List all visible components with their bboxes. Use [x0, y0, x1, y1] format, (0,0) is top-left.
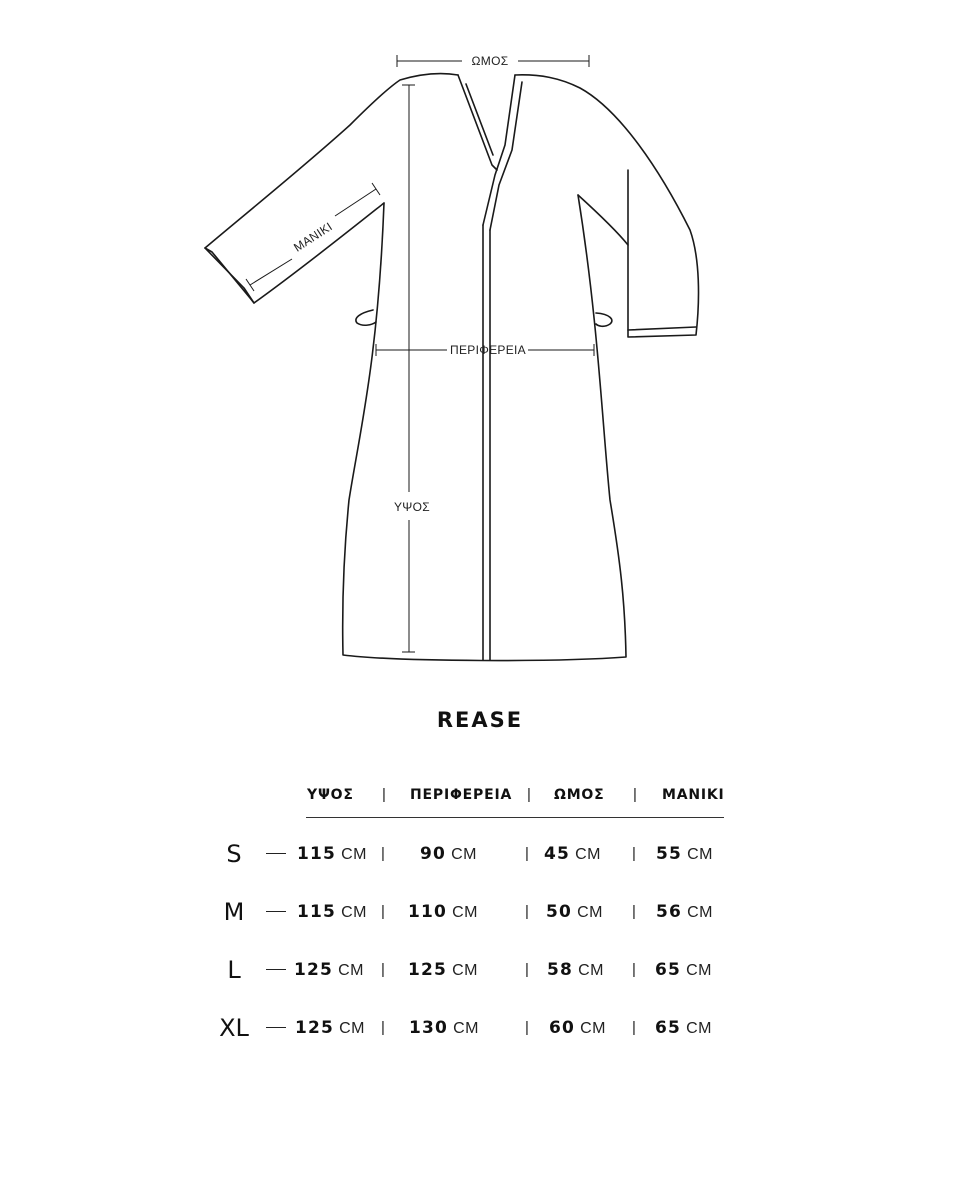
shoulder-value: 58 [547, 960, 574, 980]
unit-label: CM [687, 846, 713, 863]
sleeve-cell [656, 900, 713, 925]
row-separator: | [632, 903, 636, 920]
shoulder-cell [549, 1016, 606, 1041]
robe-collar-left-inner [466, 84, 493, 155]
table-row [0, 897, 960, 933]
unit-label: CM [341, 904, 367, 921]
header-divider [306, 817, 724, 818]
unit-label: CM [686, 962, 712, 979]
height-value: 125 [294, 960, 334, 980]
circumference-value: 90 [420, 844, 447, 864]
unit-label: CM [687, 904, 713, 921]
row-dash [266, 969, 286, 970]
row-separator: | [632, 845, 636, 862]
unit-label: CM [452, 962, 478, 979]
sleeve-cell [655, 958, 712, 983]
row-separator: | [632, 961, 636, 978]
robe-collar-right-inner [490, 82, 522, 230]
unit-label: CM [580, 1020, 606, 1037]
height-cell [297, 900, 367, 925]
row-dash [266, 911, 286, 912]
unit-label: CM [338, 962, 364, 979]
robe-left-sleeve-outline [205, 74, 458, 303]
shoulder-cell [546, 900, 603, 925]
circumference-value: 110 [408, 902, 448, 922]
unit-label: CM [686, 1020, 712, 1037]
table-row [0, 1013, 960, 1049]
unit-label: CM [339, 1020, 365, 1037]
height-value: 125 [295, 1018, 335, 1038]
unit-label: CM [453, 1020, 479, 1037]
shoulder-cell [544, 842, 601, 867]
row-separator: | [381, 1019, 385, 1036]
height-dimension-label: ΥΨΟΣ [394, 500, 430, 514]
sleeve-value: 55 [656, 844, 683, 864]
sleeve-cell [656, 842, 713, 867]
unit-label: CM [577, 904, 603, 921]
height-cell [297, 842, 367, 867]
row-separator: | [381, 961, 385, 978]
robe-right-armpit [578, 195, 628, 245]
header-separator: | [527, 786, 531, 803]
row-dash [266, 853, 286, 854]
row-separator: | [381, 903, 385, 920]
height-cell [294, 958, 364, 983]
shoulder-dimension-label: ΩΜΟΣ [471, 54, 509, 68]
circumference-cell [409, 1016, 479, 1041]
table-row [0, 839, 960, 875]
size-label: M [223, 898, 245, 926]
header-sleeve: ΜΑΝΙΚΙ [662, 787, 725, 803]
row-dash [266, 1027, 286, 1028]
row-separator: | [632, 1019, 636, 1036]
robe-body-left-outline [343, 195, 626, 661]
row-separator: | [525, 961, 529, 978]
circumference-value: 125 [408, 960, 448, 980]
header-circumference: ΠΕΡΙΦΕΡΕΙΑ [410, 787, 513, 803]
circumference-value: 130 [409, 1018, 449, 1038]
row-separator: | [525, 845, 529, 862]
robe-collar-left [458, 75, 497, 170]
table-row [0, 955, 960, 991]
sleeve-value: 65 [655, 960, 682, 980]
shoulder-value: 60 [549, 1018, 576, 1038]
unit-label: CM [341, 846, 367, 863]
robe-collar-right [483, 75, 515, 225]
sleeve-cell [655, 1016, 712, 1041]
circumference-cell [420, 842, 477, 867]
unit-label: CM [578, 962, 604, 979]
product-title: REASE [436, 708, 524, 732]
robe-right-cuff [628, 327, 696, 330]
height-cell [295, 1016, 365, 1041]
header-separator: | [633, 786, 637, 803]
robe-right-sleeve-outline [515, 75, 698, 337]
shoulder-value: 45 [544, 844, 571, 864]
size-label: L [227, 956, 241, 984]
circumference-cell [408, 900, 478, 925]
row-separator: | [525, 903, 529, 920]
robe-belt-loop-left [356, 310, 376, 325]
sleeve-value: 56 [656, 902, 683, 922]
size-label: S [226, 840, 242, 868]
size-label: XL [219, 1014, 249, 1042]
height-value: 115 [297, 844, 337, 864]
header-height: ΥΨΟΣ [307, 787, 354, 803]
row-separator: | [381, 845, 385, 862]
unit-label: CM [451, 846, 477, 863]
circumference-dimension-label: ΠΕΡΙΦΕΡΕΙΑ [450, 343, 526, 357]
shoulder-cell [547, 958, 604, 983]
header-shoulder: ΩΜΟΣ [554, 787, 605, 803]
sleeve-value: 65 [655, 1018, 682, 1038]
shoulder-value: 50 [546, 902, 573, 922]
unit-label: CM [575, 846, 601, 863]
robe-belt-loop-right [596, 313, 612, 326]
circumference-cell [408, 958, 478, 983]
sleeve-dimension-label: ΜΑΝΙΚΙ [291, 219, 335, 255]
unit-label: CM [452, 904, 478, 921]
height-value: 115 [297, 902, 337, 922]
row-separator: | [525, 1019, 529, 1036]
header-separator: | [382, 786, 386, 803]
